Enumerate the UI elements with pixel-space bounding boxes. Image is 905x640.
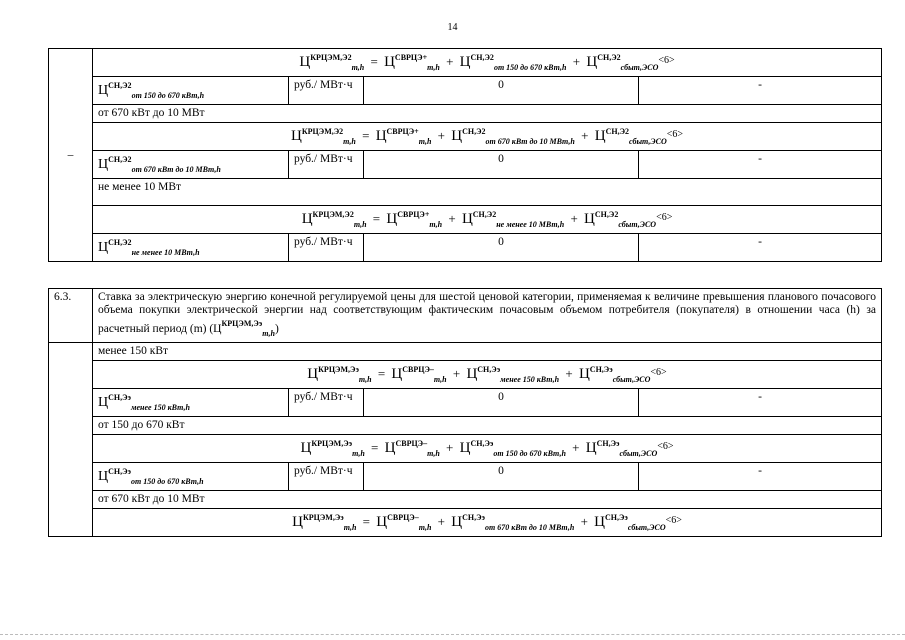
range-row [49,179,882,206]
dash-mark: – [67,148,74,161]
value2-cell: - [639,463,882,491]
rate-label: $Ц^{СН,Э2}_{не менее 10 МВт,h}$ [93,234,289,262]
formula-cell: $Ц^{КРЦЭМ,Э2}_{m,h} = Ц^{СВРЦЭ+}_{m,h} + Ц^{СН,Э2}_{от 150 до 670 кВт,h} + Ц^{СН,Э2}_{сбыт,ЭСО}^{<6>}$ [93,49,882,77]
range-row [49,417,882,435]
formula-row [49,435,882,463]
item-description: Ставка за электрическую энергию конечной регулируемой цены для шестой ценовой категории, применяемая к величине превышения планового почасового объема покупки электрической энергии над соответствующим фактическим почасовым объемом потребителя (покупателя) в отношении часа (h) за расчетный период (m) $(Ц^{КРЦЭМ,Ээ}_{m,h})$ [93,289,882,343]
value-row [49,389,882,417]
formula-cell: $Ц^{КРЦЭМ,Э2}_{m,h} = Ц^{СВРЦЭ+}_{m,h} + Ц^{СН,Э2}_{от 670 кВт до 10 МВт,h} + Ц^{СН,Э2}_{сбыт,ЭСО}^{<6>}$ [93,123,882,151]
formula-cell: $Ц^{КРЦЭМ,Ээ}_{m,h} = Ц^{СВРЦЭ-}_{m,h} + Ц^{СН,Ээ}_{от 670 кВт до 10 МВт,h} + Ц^{СН,Ээ}_{сбыт,ЭСО}^{<6>}$ [93,509,882,537]
rate-label: $Ц^{СН,Ээ}_{менее 150 кВт,h}$ [93,389,289,417]
value2-cell: - [639,234,882,262]
range-label: не менее 10 МВт [93,179,882,206]
range-label: менее 150 кВт [93,343,882,361]
range-row [49,491,882,509]
value-cell: 0 [364,234,639,262]
value2-cell: - [639,77,882,105]
item-row [49,289,882,343]
formula-row [49,509,882,537]
value-row [49,463,882,491]
formula-row [49,123,882,151]
range-row [49,105,882,123]
value2-cell: - [639,389,882,417]
tariff-table-6-3 [48,288,882,537]
rate-label: $Ц^{СН,Э2}_{от 150 до 670 кВт,h}$ [93,77,289,105]
range-label: от 150 до 670 кВт [93,417,882,435]
value-cell: 0 [364,77,639,105]
unit-cell: руб./ МВт·ч [289,77,364,105]
rate-label: $Ц^{СН,Ээ}_{от 150 до 670 кВт,h}$ [93,463,289,491]
unit-cell: руб./ МВт·ч [289,151,364,179]
range-label: от 670 кВт до 10 МВт [93,491,882,509]
value-row [49,234,882,262]
value-row [49,77,882,105]
formula-row [49,206,882,234]
formula-row [49,361,882,389]
formula-cell: $Ц^{КРЦЭМ,Э2}_{m,h} = Ц^{СВРЦЭ+}_{m,h} + Ц^{СН,Э2}_{не менее 10 МВт,h} + Ц^{СН,Э2}_{сбыт,ЭСО}^{<6>}$ [93,206,882,234]
value-row [49,151,882,179]
page-bottom-edge [0,634,905,636]
number-cell [49,343,93,537]
value-cell: 0 [364,151,639,179]
value2-cell: - [639,151,882,179]
formula-cell: $Ц^{КРЦЭМ,Ээ}_{m,h} = Ц^{СВРЦЭ-}_{m,h} + Ц^{СН,Ээ}_{от 150 до 670 кВт,h} + Ц^{СН,Ээ}_{сбыт,ЭСО}^{<6>}$ [93,435,882,463]
page-number: 14 [447,22,458,33]
range-label: от 670 кВт до 10 МВт [93,105,882,123]
number-cell [49,49,93,262]
unit-cell: руб./ МВт·ч [289,234,364,262]
unit-cell: руб./ МВт·ч [289,389,364,417]
item-number: 6.3. [49,289,93,343]
formula-row [49,49,882,77]
value-cell: 0 [364,463,639,491]
unit-cell: руб./ МВт·ч [289,463,364,491]
range-row [49,343,882,361]
tariff-table [48,48,882,262]
rate-label: $Ц^{СН,Э2}_{от 670 кВт до 10 МВт,h}$ [93,151,289,179]
formula-cell: $Ц^{КРЦЭМ,Ээ}_{m,h} = Ц^{СВРЦЭ-}_{m,h} + Ц^{СН,Ээ}_{менее 150 кВт,h} + Ц^{СН,Ээ}_{сбыт,ЭСО}^{<6>}$ [93,361,882,389]
value-cell: 0 [364,389,639,417]
